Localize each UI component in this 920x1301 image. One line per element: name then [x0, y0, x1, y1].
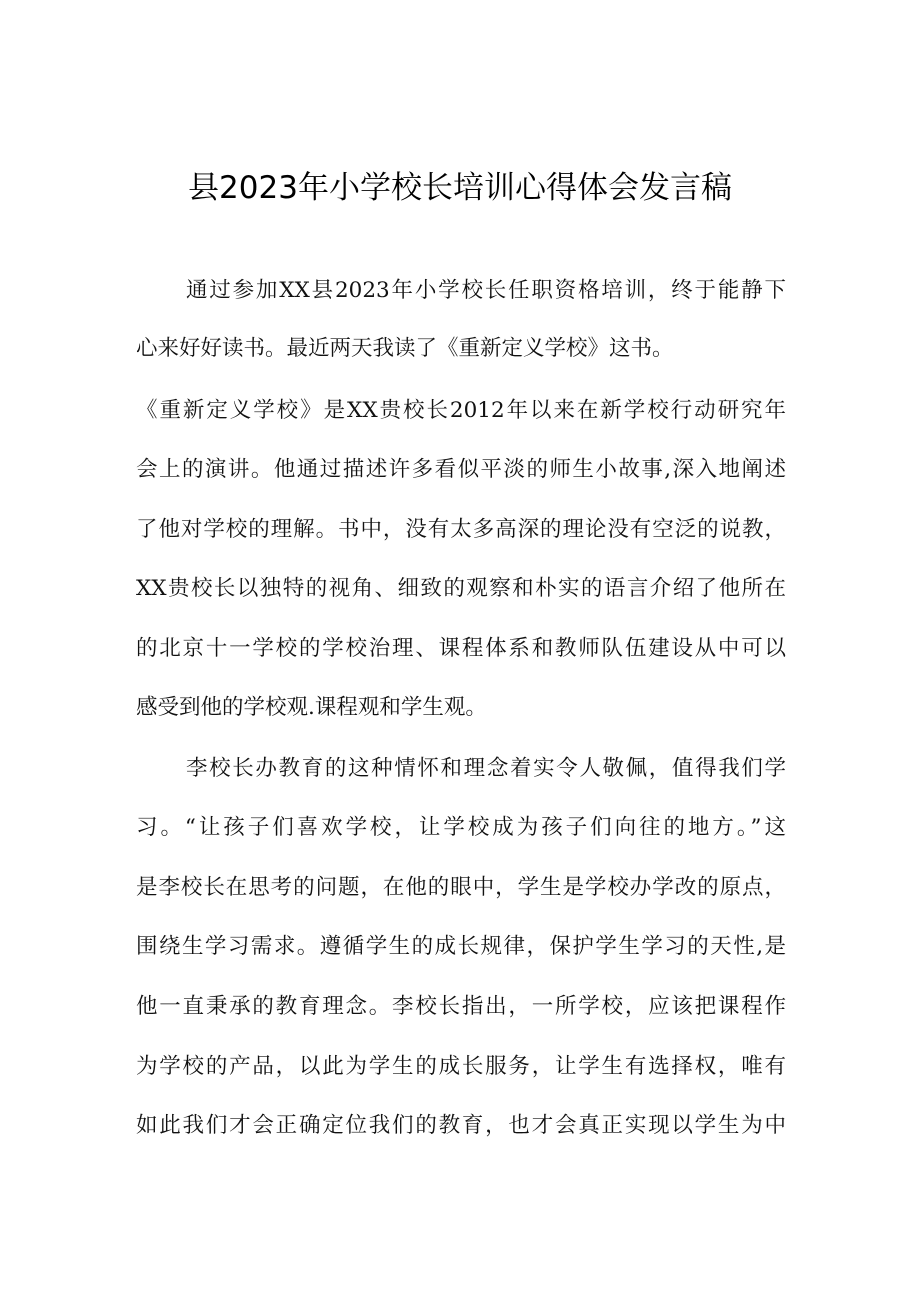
body-line: 习。“让孩子们喜欢学校，让学校成为孩子们向往的地方。”这 — [136, 815, 786, 840]
body-line: 为学校的产品，以此为学生的成长服务，让学生有选择权，唯有 — [136, 1054, 786, 1079]
body-line: 是李校长在思考的问题，在他的眼中，学生是学校办学改的原点， — [136, 875, 786, 900]
body-line: 会上的演讲。他通过描述许多看似平淡的师生小故事,深入地阐述 — [136, 457, 786, 482]
body-line: XX贵校长以独特的视角、细致的观察和朴实的语言介绍了他所在 — [136, 576, 786, 601]
body-line: 了他对学校的理解。书中，没有太多高深的理论没有空泛的说教， — [136, 517, 786, 542]
body-line: 感受到他的学校观.课程观和学生观。 — [136, 695, 487, 720]
body-line: 围绕生学习需求。遵循学生的成长规律，保护学生学习的天性,是 — [136, 934, 786, 959]
body-line: 的北京十一学校的学校治理、课程体系和教师队伍建设从中可以 — [136, 636, 786, 661]
body-line: 他一直秉承的教育理念。李校长指出，一所学校，应该把课程作 — [136, 994, 786, 1019]
body-line: 《重新定义学校》是XX贵校长2012年以来在新学校行动研究年 — [136, 398, 786, 423]
body-line: 如此我们才会正确定位我们的教育，也才会真正实现以学生为中 — [136, 1113, 786, 1138]
body-line: 心来好好读书。最近两天我读了《重新定义学校》这书。 — [136, 336, 674, 361]
body-line: 李校长办教育的这种情怀和理念着实令人敬佩，值得我们学 — [186, 756, 786, 781]
body-line: 通过参加XX县2023年小学校长任职资格培训，终于能静下 — [186, 278, 786, 303]
document-title: 县2023年小学校长培训心得体会发言稿 — [188, 170, 732, 206]
